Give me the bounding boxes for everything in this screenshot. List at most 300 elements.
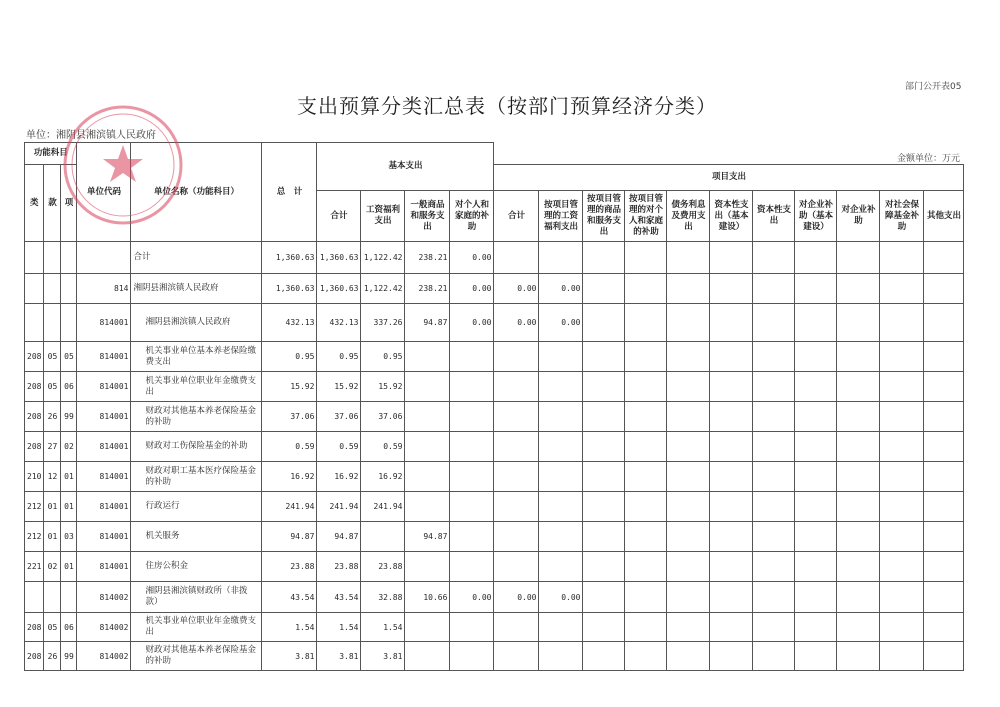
row-basic-personal bbox=[450, 462, 494, 492]
row-project-empty-cell bbox=[924, 582, 964, 613]
row-project-empty-cell bbox=[625, 522, 667, 552]
row-xiang bbox=[61, 242, 77, 274]
row-project-total bbox=[494, 242, 539, 274]
row-project-wage bbox=[539, 492, 583, 522]
row-project-empty-cell bbox=[924, 304, 964, 342]
row-project-empty-cell bbox=[880, 304, 924, 342]
row-project-total bbox=[494, 642, 539, 671]
row-project-wage: 0.00 bbox=[539, 274, 583, 304]
table-row bbox=[25, 432, 964, 462]
row-unit-code: 814 bbox=[77, 274, 131, 304]
row-unit-name: 机关服务 bbox=[131, 522, 262, 552]
row-unit-name: 机关事业单位基本养老保险缴费支出 bbox=[131, 342, 262, 372]
header-basic-personal: 对个人和家庭的补助 bbox=[450, 191, 494, 242]
row-basic-goods bbox=[405, 372, 450, 402]
row-basic-wage: 1,122.42 bbox=[361, 242, 405, 274]
row-basic-wage bbox=[361, 522, 405, 552]
row-project-empty-cell bbox=[583, 242, 625, 274]
row-project-empty-cell bbox=[625, 492, 667, 522]
row-project-total bbox=[494, 522, 539, 552]
row-basic-goods: 10.66 bbox=[405, 582, 450, 613]
row-basic-wage: 0.95 bbox=[361, 342, 405, 372]
row-project-empty-cell bbox=[625, 462, 667, 492]
row-project-empty-cell bbox=[625, 304, 667, 342]
row-project-empty-cell bbox=[753, 522, 795, 552]
header-project-debt: 债务利息及费用支出 bbox=[667, 191, 710, 242]
row-project-empty-cell bbox=[710, 402, 753, 432]
page-title: 支出预算分类汇总表（按部门预算经济分类） bbox=[297, 94, 717, 118]
row-project-empty-cell bbox=[667, 372, 710, 402]
row-project-empty-cell bbox=[924, 402, 964, 432]
table-row bbox=[25, 492, 964, 522]
row-basic-goods bbox=[405, 402, 450, 432]
row-project-total bbox=[494, 372, 539, 402]
row-project-empty-cell bbox=[583, 432, 625, 462]
row-project-empty-cell bbox=[583, 642, 625, 671]
row-project-empty-cell bbox=[667, 552, 710, 582]
table-body bbox=[25, 242, 964, 671]
row-basic-total: 241.94 bbox=[317, 492, 361, 522]
row-basic-total: 0.95 bbox=[317, 342, 361, 372]
header-project-capital: 资本性支出 bbox=[753, 191, 795, 242]
row-unit-name: 湘阴县湘滨镇人民政府 bbox=[131, 304, 262, 342]
row-project-wage bbox=[539, 522, 583, 552]
table-row bbox=[25, 642, 964, 671]
official-seal bbox=[58, 100, 188, 230]
row-kuan bbox=[44, 304, 61, 342]
row-project-empty-cell bbox=[710, 242, 753, 274]
row-basic-wage: 1,122.42 bbox=[361, 274, 405, 304]
row-project-empty-cell bbox=[753, 552, 795, 582]
row-basic-total: 432.13 bbox=[317, 304, 361, 342]
row-lei bbox=[25, 304, 44, 342]
row-project-empty-cell bbox=[924, 372, 964, 402]
row-project-empty-cell bbox=[710, 432, 753, 462]
header-project-social: 对社会保障基金补助 bbox=[880, 191, 924, 242]
row-basic-wage: 15.92 bbox=[361, 372, 405, 402]
row-project-empty-cell bbox=[583, 492, 625, 522]
row-project-empty-cell bbox=[625, 642, 667, 671]
row-project-empty-cell bbox=[583, 582, 625, 613]
row-unit-name: 行政运行 bbox=[131, 492, 262, 522]
row-project-total bbox=[494, 492, 539, 522]
row-project-empty-cell bbox=[753, 613, 795, 642]
row-project-empty-cell bbox=[924, 613, 964, 642]
row-kuan: 05 bbox=[44, 372, 61, 402]
row-project-empty-cell bbox=[795, 613, 837, 642]
row-project-empty-cell bbox=[924, 492, 964, 522]
row-unit-code: 814001 bbox=[77, 372, 131, 402]
row-lei bbox=[25, 274, 44, 304]
row-project-total bbox=[494, 402, 539, 432]
row-xiang: 01 bbox=[61, 552, 77, 582]
row-project-empty-cell bbox=[667, 432, 710, 462]
header-spacer bbox=[494, 143, 964, 165]
row-basic-goods bbox=[405, 492, 450, 522]
row-project-wage bbox=[539, 242, 583, 274]
header-project-total: 合计 bbox=[494, 191, 539, 242]
row-project-empty-cell bbox=[667, 582, 710, 613]
row-basic-total: 3.81 bbox=[317, 642, 361, 671]
row-total: 432.13 bbox=[262, 304, 317, 342]
row-project-empty-cell bbox=[880, 582, 924, 613]
row-project-empty-cell bbox=[667, 613, 710, 642]
row-unit-code bbox=[77, 242, 131, 274]
row-basic-total: 0.59 bbox=[317, 432, 361, 462]
header-basic-wage: 工资福利支出 bbox=[361, 191, 405, 242]
row-project-empty-cell bbox=[837, 462, 880, 492]
row-kuan: 12 bbox=[44, 462, 61, 492]
row-project-empty-cell bbox=[667, 242, 710, 274]
row-project-empty-cell bbox=[710, 582, 753, 613]
row-xiang: 02 bbox=[61, 432, 77, 462]
row-basic-goods bbox=[405, 432, 450, 462]
row-total: 43.54 bbox=[262, 582, 317, 613]
row-project-empty-cell bbox=[924, 552, 964, 582]
table-row bbox=[25, 582, 964, 613]
row-project-empty-cell bbox=[625, 582, 667, 613]
row-xiang: 01 bbox=[61, 492, 77, 522]
row-xiang: 06 bbox=[61, 613, 77, 642]
row-basic-personal: 0.00 bbox=[450, 274, 494, 304]
row-project-total bbox=[494, 432, 539, 462]
row-project-empty-cell bbox=[625, 274, 667, 304]
row-basic-personal bbox=[450, 342, 494, 372]
row-basic-goods: 238.21 bbox=[405, 274, 450, 304]
row-basic-wage: 16.92 bbox=[361, 462, 405, 492]
row-kuan: 01 bbox=[44, 492, 61, 522]
table-row bbox=[25, 402, 964, 432]
row-project-empty-cell bbox=[924, 462, 964, 492]
row-basic-personal bbox=[450, 492, 494, 522]
row-unit-code: 814001 bbox=[77, 304, 131, 342]
row-kuan bbox=[44, 274, 61, 304]
row-project-empty-cell bbox=[583, 402, 625, 432]
row-basic-total: 37.06 bbox=[317, 402, 361, 432]
row-total: 1.54 bbox=[262, 613, 317, 642]
row-basic-total: 43.54 bbox=[317, 582, 361, 613]
row-project-empty-cell bbox=[795, 372, 837, 402]
header-xiang: 项 bbox=[61, 165, 77, 242]
row-total: 94.87 bbox=[262, 522, 317, 552]
row-lei: 208 bbox=[25, 642, 44, 671]
row-basic-goods bbox=[405, 642, 450, 671]
row-project-empty-cell bbox=[837, 274, 880, 304]
row-project-empty-cell bbox=[753, 304, 795, 342]
row-kuan: 27 bbox=[44, 432, 61, 462]
row-project-empty-cell bbox=[710, 552, 753, 582]
header-project: 项目支出 bbox=[494, 165, 964, 191]
row-unit-code: 814002 bbox=[77, 613, 131, 642]
row-project-wage bbox=[539, 372, 583, 402]
header-project-capital-base: 资本性支出（基本建设） bbox=[710, 191, 753, 242]
row-basic-goods bbox=[405, 462, 450, 492]
row-project-empty-cell bbox=[583, 304, 625, 342]
row-project-empty-cell bbox=[667, 274, 710, 304]
row-basic-goods: 94.87 bbox=[405, 304, 450, 342]
row-project-empty-cell bbox=[667, 402, 710, 432]
row-project-total: 0.00 bbox=[494, 582, 539, 613]
table-row bbox=[25, 522, 964, 552]
row-unit-name: 财政对其他基本养老保险基金的补助 bbox=[131, 642, 262, 671]
row-project-empty-cell bbox=[753, 492, 795, 522]
row-project-empty-cell bbox=[795, 492, 837, 522]
row-unit-code: 814002 bbox=[77, 642, 131, 671]
row-project-empty-cell bbox=[880, 402, 924, 432]
table-row bbox=[25, 372, 964, 402]
row-basic-wage: 3.81 bbox=[361, 642, 405, 671]
row-xiang: 99 bbox=[61, 402, 77, 432]
row-basic-personal bbox=[450, 552, 494, 582]
row-project-empty-cell bbox=[753, 274, 795, 304]
header-project-personal: 按项目管理的对个人和家庭的补助 bbox=[625, 191, 667, 242]
header-project-goods: 按项目管理的商品和服务支出 bbox=[583, 191, 625, 242]
row-basic-wage: 337.26 bbox=[361, 304, 405, 342]
row-project-empty-cell bbox=[667, 522, 710, 552]
row-unit-name: 住房公积金 bbox=[131, 552, 262, 582]
row-project-empty-cell bbox=[795, 274, 837, 304]
row-project-empty-cell bbox=[924, 342, 964, 372]
header-unit-code: 单位代码 bbox=[77, 143, 131, 242]
row-total: 1,360.63 bbox=[262, 274, 317, 304]
row-lei: 212 bbox=[25, 522, 44, 552]
row-project-empty-cell bbox=[583, 552, 625, 582]
reporting-unit: 单位：湘阴县湘滨镇人民政府 bbox=[26, 130, 156, 141]
row-basic-goods: 94.87 bbox=[405, 522, 450, 552]
row-xiang bbox=[61, 274, 77, 304]
row-project-empty-cell bbox=[795, 462, 837, 492]
row-lei: 208 bbox=[25, 402, 44, 432]
header-basic-goods: 一般商品和服务支出 bbox=[405, 191, 450, 242]
row-basic-personal bbox=[450, 642, 494, 671]
row-project-empty-cell bbox=[837, 642, 880, 671]
row-project-empty-cell bbox=[837, 242, 880, 274]
row-project-wage bbox=[539, 552, 583, 582]
row-unit-name: 财政对工伤保险基金的补助 bbox=[131, 432, 262, 462]
row-project-empty-cell bbox=[710, 372, 753, 402]
row-project-empty-cell bbox=[753, 372, 795, 402]
row-basic-total: 16.92 bbox=[317, 462, 361, 492]
row-project-empty-cell bbox=[753, 242, 795, 274]
row-basic-total: 23.88 bbox=[317, 552, 361, 582]
row-total: 0.59 bbox=[262, 432, 317, 462]
row-unit-code: 814001 bbox=[77, 432, 131, 462]
row-project-empty-cell bbox=[667, 462, 710, 492]
row-lei: 210 bbox=[25, 462, 44, 492]
header-project-other: 其他支出 bbox=[924, 191, 964, 242]
seal-mark bbox=[65, 107, 181, 223]
row-project-empty-cell bbox=[710, 462, 753, 492]
amount-unit: 金额单位：万元 bbox=[897, 154, 961, 164]
form-number: 部门公开表05 bbox=[905, 82, 962, 92]
header-unit-name: 单位名称（功能科目） bbox=[131, 143, 262, 242]
row-kuan: 05 bbox=[44, 342, 61, 372]
row-project-empty-cell bbox=[924, 522, 964, 552]
row-project-empty-cell bbox=[795, 552, 837, 582]
row-project-empty-cell bbox=[880, 492, 924, 522]
row-project-wage: 0.00 bbox=[539, 582, 583, 613]
row-xiang: 99 bbox=[61, 642, 77, 671]
table-row bbox=[25, 274, 964, 304]
row-unit-name: 湘阴县湘滨镇人民政府 bbox=[131, 274, 262, 304]
header-project-wage: 按项目管理的工资福利支出 bbox=[539, 191, 583, 242]
row-project-empty-cell bbox=[625, 402, 667, 432]
row-xiang: 03 bbox=[61, 522, 77, 552]
row-project-wage bbox=[539, 342, 583, 372]
row-project-empty-cell bbox=[795, 304, 837, 342]
row-basic-personal bbox=[450, 402, 494, 432]
row-project-wage bbox=[539, 402, 583, 432]
row-total: 15.92 bbox=[262, 372, 317, 402]
row-kuan: 02 bbox=[44, 552, 61, 582]
header-project-enterprise: 对企业补助 bbox=[837, 191, 880, 242]
row-project-empty-cell bbox=[837, 342, 880, 372]
row-basic-total: 1,360.63 bbox=[317, 274, 361, 304]
row-total: 0.95 bbox=[262, 342, 317, 372]
row-unit-name: 合计 bbox=[131, 242, 262, 274]
row-total: 3.81 bbox=[262, 642, 317, 671]
row-xiang: 01 bbox=[61, 462, 77, 492]
row-xiang bbox=[61, 582, 77, 613]
row-project-empty-cell bbox=[753, 342, 795, 372]
row-project-empty-cell bbox=[837, 402, 880, 432]
row-lei: 208 bbox=[25, 342, 44, 372]
row-lei bbox=[25, 582, 44, 613]
row-project-empty-cell bbox=[795, 432, 837, 462]
row-basic-total: 1,360.63 bbox=[317, 242, 361, 274]
row-total: 16.92 bbox=[262, 462, 317, 492]
row-basic-wage: 37.06 bbox=[361, 402, 405, 432]
row-kuan: 26 bbox=[44, 642, 61, 671]
row-project-empty-cell bbox=[583, 613, 625, 642]
row-unit-code: 814001 bbox=[77, 342, 131, 372]
row-project-empty-cell bbox=[583, 372, 625, 402]
row-project-empty-cell bbox=[880, 462, 924, 492]
row-project-empty-cell bbox=[880, 242, 924, 274]
row-project-empty-cell bbox=[625, 372, 667, 402]
row-project-empty-cell bbox=[924, 642, 964, 671]
row-project-empty-cell bbox=[710, 613, 753, 642]
row-unit-code: 814001 bbox=[77, 522, 131, 552]
row-unit-code: 814001 bbox=[77, 492, 131, 522]
table-row bbox=[25, 462, 964, 492]
row-xiang: 05 bbox=[61, 342, 77, 372]
row-basic-goods bbox=[405, 613, 450, 642]
row-project-empty-cell bbox=[837, 372, 880, 402]
row-project-empty-cell bbox=[667, 342, 710, 372]
row-project-empty-cell bbox=[667, 642, 710, 671]
row-kuan: 26 bbox=[44, 402, 61, 432]
row-project-empty-cell bbox=[880, 372, 924, 402]
row-kuan: 01 bbox=[44, 522, 61, 552]
table-row bbox=[25, 304, 964, 342]
row-lei: 208 bbox=[25, 432, 44, 462]
row-project-empty-cell bbox=[795, 402, 837, 432]
row-unit-code: 814001 bbox=[77, 462, 131, 492]
row-basic-total: 15.92 bbox=[317, 372, 361, 402]
row-lei: 221 bbox=[25, 552, 44, 582]
row-kuan: 05 bbox=[44, 613, 61, 642]
row-project-empty-cell bbox=[753, 642, 795, 671]
row-project-empty-cell bbox=[583, 522, 625, 552]
row-kuan bbox=[44, 242, 61, 274]
row-unit-name: 财政对其他基本养老保险基金的补助 bbox=[131, 402, 262, 432]
table-row bbox=[25, 552, 964, 582]
row-project-empty-cell bbox=[837, 613, 880, 642]
row-basic-personal: 0.00 bbox=[450, 242, 494, 274]
row-project-empty-cell bbox=[710, 642, 753, 671]
row-project-total bbox=[494, 462, 539, 492]
row-basic-personal bbox=[450, 372, 494, 402]
row-unit-code: 814001 bbox=[77, 552, 131, 582]
row-project-total bbox=[494, 613, 539, 642]
table-row bbox=[25, 242, 964, 274]
table-row bbox=[25, 342, 964, 372]
row-basic-wage: 241.94 bbox=[361, 492, 405, 522]
row-project-empty-cell bbox=[710, 304, 753, 342]
row-basic-total: 94.87 bbox=[317, 522, 361, 552]
row-unit-code: 814001 bbox=[77, 402, 131, 432]
row-xiang: 06 bbox=[61, 372, 77, 402]
row-project-empty-cell bbox=[583, 342, 625, 372]
header-lei: 类 bbox=[25, 165, 44, 242]
row-project-empty-cell bbox=[710, 492, 753, 522]
row-basic-total: 1.54 bbox=[317, 613, 361, 642]
row-project-empty-cell bbox=[710, 342, 753, 372]
row-project-empty-cell bbox=[795, 522, 837, 552]
row-lei: 212 bbox=[25, 492, 44, 522]
row-unit-name: 财政对职工基本医疗保险基金的补助 bbox=[131, 462, 262, 492]
row-project-empty-cell bbox=[710, 274, 753, 304]
row-basic-personal bbox=[450, 613, 494, 642]
row-unit-name: 湘阴县湘滨镇财政所（非拨款） bbox=[131, 582, 262, 613]
row-project-empty-cell bbox=[795, 582, 837, 613]
row-project-empty-cell bbox=[880, 342, 924, 372]
row-unit-name: 机关事业单位职业年金缴费支出 bbox=[131, 372, 262, 402]
row-project-empty-cell bbox=[924, 242, 964, 274]
row-basic-goods bbox=[405, 342, 450, 372]
row-project-empty-cell bbox=[880, 274, 924, 304]
row-project-empty-cell bbox=[837, 492, 880, 522]
row-project-empty-cell bbox=[924, 432, 964, 462]
row-project-empty-cell bbox=[795, 242, 837, 274]
row-project-wage bbox=[539, 462, 583, 492]
row-project-total: 0.00 bbox=[494, 304, 539, 342]
row-project-empty-cell bbox=[753, 432, 795, 462]
row-project-wage bbox=[539, 642, 583, 671]
row-project-empty-cell bbox=[667, 304, 710, 342]
row-unit-name: 机关事业单位职业年金缴费支出 bbox=[131, 613, 262, 642]
row-basic-goods bbox=[405, 552, 450, 582]
row-project-empty-cell bbox=[625, 432, 667, 462]
header-project-enterprise-base: 对企业补助（基本建设） bbox=[795, 191, 837, 242]
row-project-wage: 0.00 bbox=[539, 304, 583, 342]
row-project-empty-cell bbox=[583, 462, 625, 492]
row-basic-personal bbox=[450, 432, 494, 462]
row-project-empty-cell bbox=[625, 242, 667, 274]
row-project-empty-cell bbox=[880, 432, 924, 462]
row-project-empty-cell bbox=[625, 342, 667, 372]
row-project-empty-cell bbox=[583, 274, 625, 304]
row-project-empty-cell bbox=[837, 432, 880, 462]
row-project-empty-cell bbox=[795, 342, 837, 372]
row-total: 1,360.63 bbox=[262, 242, 317, 274]
row-project-empty-cell bbox=[753, 402, 795, 432]
row-total: 23.88 bbox=[262, 552, 317, 582]
row-project-wage bbox=[539, 613, 583, 642]
row-project-empty-cell bbox=[753, 462, 795, 492]
row-project-empty-cell bbox=[667, 492, 710, 522]
